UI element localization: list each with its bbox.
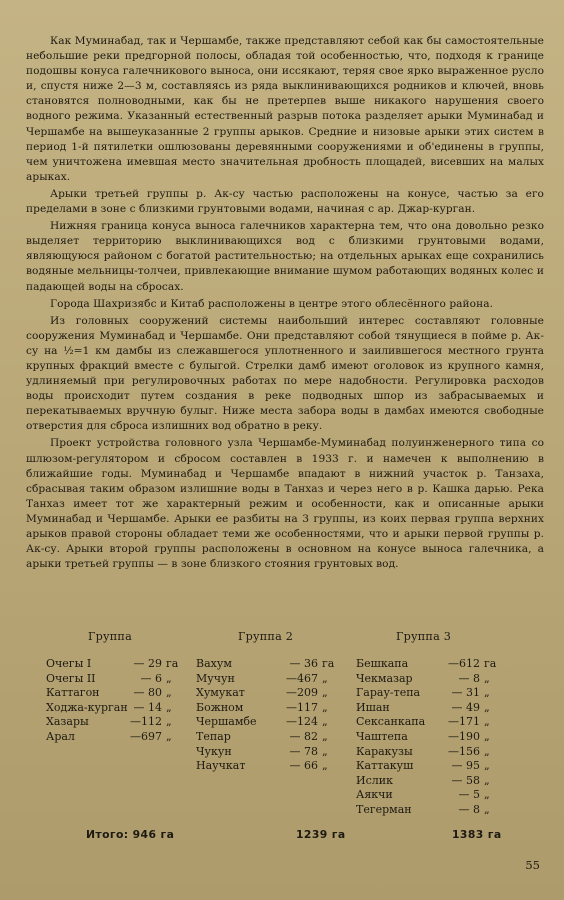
canal-name: Аякчи (356, 788, 393, 802)
canal-name: Вахум (196, 657, 232, 670)
table-row (356, 774, 546, 789)
canal-area: —697 (130, 729, 162, 743)
unit: „ (166, 700, 172, 714)
table-row (356, 686, 546, 701)
unit: „ (322, 686, 328, 700)
group-1-column (46, 630, 196, 745)
canal-area: — 8 (458, 671, 480, 685)
unit: „ (166, 671, 172, 685)
canal-name: Сексанкапа (356, 715, 426, 729)
table-row (196, 686, 366, 701)
paragraph: Города Шахризябс и Китаб расположены в центре этого облесённого района. (50, 297, 493, 310)
canal-name: Чершамбе (196, 715, 257, 729)
group-2-total: 1239 га (296, 828, 346, 841)
group-1-total: Итого: 946 га (86, 828, 175, 841)
group-heading: Группа (88, 630, 132, 643)
canal-area: — 36 (289, 657, 318, 670)
canal-area: — 95 (451, 759, 480, 773)
canal-name: Ишан (356, 700, 390, 714)
group-2-column (196, 630, 366, 774)
canal-name: Тегерман (356, 802, 412, 816)
unit: „ (322, 715, 328, 729)
unit: „ (484, 715, 490, 729)
table-row (196, 745, 366, 760)
unit: „ (166, 686, 172, 700)
table-row (196, 759, 366, 774)
unit: „ (484, 759, 490, 773)
table-row (356, 657, 546, 672)
unit: „ (484, 671, 490, 685)
unit: „ (322, 671, 328, 685)
canal-area: — 66 (289, 759, 318, 773)
table-row (196, 701, 366, 716)
body-text (26, 34, 544, 572)
canal-area: —156 (448, 744, 480, 758)
paragraph: Из головных сооружений системы наибольший интерес составляют головные сооружения Муминабад и Чершамбе. Они представляют собой тянущиеся в пойме р. Ак-су на ½=1 км дамбы из слежавшегося уплотненного и заилившегося местного грунта крупных фракций вместе с булыгой. Стрелки дамб имеют оголовок из крупного камня, удлиняемый при регулировочных работах по мере надобности. Регулировка расходов воды происходит путем создания в реке подводных шпор из забрасываемых и перекатываемых вручную булыг. Ниже места забора воды в дамбах имеются свободные отверстия для сброса излишних вод обратно в реку. (26, 314, 544, 433)
table-row (356, 701, 546, 716)
unit: га (484, 657, 497, 670)
table-row (46, 715, 196, 730)
table-row (356, 745, 546, 760)
unit: „ (322, 729, 328, 743)
table-row (356, 788, 546, 803)
unit: „ (322, 759, 328, 773)
canal-area: — 5 (458, 788, 480, 802)
unit: га (166, 657, 179, 670)
canal-area: — 14 (133, 700, 162, 714)
canal-area: —612 (448, 657, 480, 670)
canal-name: Тепар (196, 729, 231, 743)
canal-name: Очегы II (46, 671, 96, 685)
unit: „ (322, 700, 328, 714)
table-row (46, 701, 196, 716)
table-row (356, 715, 546, 730)
canal-area: — 80 (133, 686, 162, 700)
canal-name: Научкат (196, 759, 246, 773)
canal-name: Божном (196, 700, 244, 714)
canal-area: —209 (286, 686, 318, 700)
canal-name: Чукун (196, 744, 232, 758)
canal-area: —171 (448, 715, 480, 729)
unit: „ (166, 715, 172, 729)
unit: „ (166, 729, 172, 743)
canal-area: —112 (130, 715, 162, 729)
table-row (46, 686, 196, 701)
canal-name: Гарау-тепа (356, 686, 421, 700)
canal-name: Хазары (46, 715, 89, 729)
canal-area: — 6 (140, 671, 162, 685)
table-row (356, 759, 546, 774)
unit: „ (484, 773, 490, 787)
paragraph: Арыки третьей группы р. Ак-су частью расположены на конусе, частью за его пределами в зоне с близкими грунтовыми водами, начиная с ар. Джар-курган. (26, 187, 544, 216)
table-row (356, 730, 546, 745)
canal-area: — 49 (451, 700, 480, 714)
canal-area: —190 (448, 729, 480, 743)
group-heading: Группа 2 (238, 630, 294, 643)
canal-name: Ходжа-курган (46, 700, 128, 714)
unit: га (322, 657, 335, 670)
unit: „ (322, 744, 328, 758)
table-row (356, 803, 546, 818)
canal-area: —117 (286, 700, 318, 714)
unit: „ (484, 686, 490, 700)
canal-name: Бешкапа (356, 657, 409, 670)
unit: „ (484, 802, 490, 816)
table-row (356, 672, 546, 687)
canal-name: Ислик (356, 773, 393, 787)
table-row (196, 657, 366, 672)
canal-name: Очегы I (46, 657, 92, 670)
canal-area: —124 (286, 715, 318, 729)
canal-groups-table (26, 630, 546, 820)
group-heading: Группа 3 (396, 630, 452, 643)
group-3-total: 1383 га (452, 828, 502, 841)
canal-name: Мучун (196, 671, 235, 685)
canal-name: Чаштепа (356, 729, 408, 743)
canal-name: Хумукат (196, 686, 245, 700)
page-number: 55 (525, 858, 540, 872)
unit: „ (484, 729, 490, 743)
paragraph: Как Муминабад, так и Чершамбе, также представляют себой как бы самостоятельные небольшие реки предгорной полосы, обладая той особенностью, что, подходя к границе подошвы конуса галечникового выноса, они иссякают, теряя свое ярко выраженное русло и, спустя ниже 2—3 м, составляясь из ряда выклинивающихся родников и ключей, вновь становятся полноводными, как бы не претерпев выше никакого нарушения своего водного режима. Указанный естественный разрыв потока разделяет арыки Муминабад и Чершамбе на вышеуказанные 2 группы арыков. Средние и низовые арыки этих систем в период 1-й пятилетки ошлюзованы деревянными сооружениями и об'единены в группы, чем уничтожена имевшая место значительная дробность площадей, висевших на малых арыках. (26, 35, 544, 183)
unit: „ (484, 700, 490, 714)
table-row (196, 715, 366, 730)
canal-name: Арал (46, 729, 75, 743)
canal-name: Чекмазар (356, 671, 413, 685)
canal-area: — 8 (458, 802, 480, 816)
table-row (46, 672, 196, 687)
unit: „ (484, 744, 490, 758)
canal-area: — 29 (133, 657, 162, 670)
canal-area: — 78 (289, 744, 318, 758)
canal-area: —467 (286, 671, 318, 685)
unit: „ (484, 788, 490, 802)
table-row (196, 672, 366, 687)
table-row (46, 730, 196, 745)
table-row (46, 657, 196, 672)
table-row (196, 730, 366, 745)
canal-name: Каттакуш (356, 759, 414, 773)
canal-name: Каттагон (46, 686, 100, 700)
paragraph: Проект устройства головного узла Чершамбе-Муминабад полуинженерного типа со шлюзом-регулятором и сбросом составлен в 1933 г. и намечен к выполнению в ближайшие годы. Муминабад и Чершамбе впадают в нижний участок р. Танзаха, сбрасывая таким образом излишние воды в Танхаз и через него в р. Кашка дарью. Река Танхаз имеет тот же характерный режим и особенности, как и описанные арыки Муминабад и Чершамбе. Арыки ее разбиты на 3 группы, из коих первая группа верхних арыков правой стороны обладает теми же особенностями, что и арыки первой группы р. Ак-су. Арыки второй группы расположены в основном на конусе выноса галечника, а арыки третьей группы — в зоне близкого стояния грунтовых вод. (26, 437, 544, 571)
canal-name: Каракузы (356, 744, 413, 758)
canal-area: — 82 (289, 729, 318, 743)
canal-area: — 58 (451, 773, 480, 787)
group-3-column (356, 630, 546, 818)
canal-area: — 31 (451, 686, 480, 700)
paragraph: Нижняя граница конуса выноса галечников характерна тем, что она довольно резко выделяет территорию выклинивающихся вод с близкими грунтовыми водами, являющуюся районом с богатой растительностью; на отдельных арыках еще сохранились водяные мельницы-толчеи, привлекающие внимание шумом работающих водяных колес и падающей воды на сбросах. (26, 220, 544, 293)
